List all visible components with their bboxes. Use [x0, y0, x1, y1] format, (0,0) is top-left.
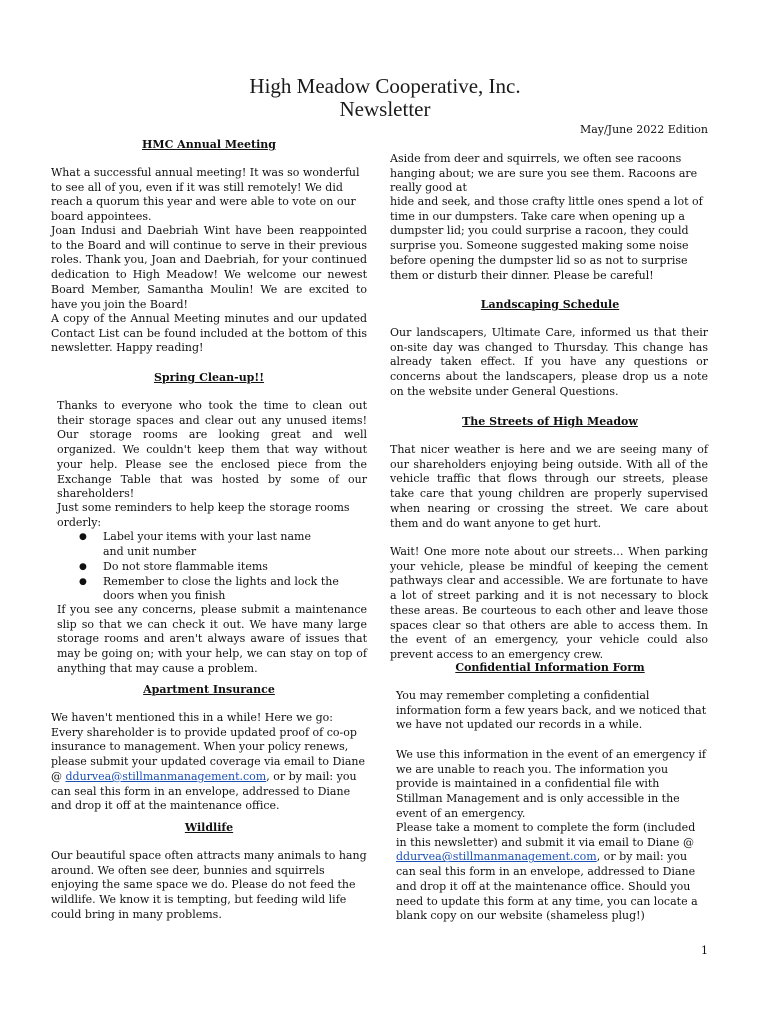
confidential-p1: You may remember completing a confidential information form a few years back, and we noticed that we have not updated our records in a while. [396, 689, 707, 732]
edition-label: May/June 2022 Edition [579, 123, 708, 136]
spring-cleanup-p2: If you see any concerns, please submit a maintenance slip so that we can check it out. We have many large storage rooms and aren't always aware of issues that may be going on; with your help, we can stay on top of anything that may cause a problem. [57, 603, 367, 675]
spring-cleanup-reminders [57, 501, 367, 604]
list-item: ● Remember to close the lights and lock the doors when you finish [57, 575, 353, 604]
page-number: 1 [701, 944, 708, 957]
annual-meeting-p3: A copy of the Annual Meeting minutes and our updated Contact List can be found included at the bottom of this newsletter. Happy reading! [51, 312, 367, 355]
annual-meeting-p1: What a successful annual meeting! It was so wonderful to see all of you, even if it was still remotely! We did reach a quorum this year and were able to vote on our board appointees. [51, 166, 360, 224]
wildlife-p1: Our beautiful space often attracts many animals to hang around. We often see deer, bunnies and squirrels enjoying the same space we do. Please do not feed the wildlife. We know it is tempting, but feeding wild life could bring in many problems. [51, 849, 367, 921]
insurance-p1: We haven't mentioned this in a while! Here we go: Every shareholder is to provide updated proof of co-op insurance to management. When your policy renews, please submit your updated coverage via email to Diane @ ddurvea@stillmanmanagement.com, or by mail: you can seal this form in an envelope, addressed to Diane and drop it off at the maintenance office. [51, 711, 366, 813]
email-link[interactable]: ddurvea@stillmanmanagement.com [65, 769, 267, 783]
spring-cleanup-p1: Thanks to everyone who took the time to clean out their storage spaces and clear out any unused items! Our storage rooms are looking great and well organized. We couldn't keep them that way without your help. Please see the enclosed piece from the Exchange Table that was hosted by some of our shareholders! [57, 399, 367, 501]
heading-apartment-insurance: Apartment Insurance [143, 683, 275, 696]
confidential-p2: We use this information in the event of an emergency if we are unable to reach you. The information you provide is maintained in a confidential file with Stillman Management and is only accessible in the event of an emergency. [396, 748, 706, 820]
newsletter-subtitle: Newsletter [339, 97, 431, 121]
list-item: ● Label your items with your last name and unit number [57, 530, 333, 559]
streets-p1: That nicer weather is here and we are seeing many of our shareholders enjoying being outside. With all of the vehicle traffic that flows through our streets, please take care that young children are properly supervised when nearing or crossing the street. We care about them and do want anyone to get hurt. [390, 443, 708, 530]
heading-landscaping: Landscaping Schedule [480, 298, 620, 311]
annual-meeting-p2: Joan Indusi and Daebriah Wint have been reappointed to the Board and will continue to serve in their previous roles. Thank you, Joan and Daebriah, for your continued dedication to High Meadow! We welcome our newest Board Member, Samantha Moulin! We are excited to have you join the Board! [51, 224, 367, 311]
wildlife-cont-p1: Aside from deer and squirrels, we often see racoons hanging about; we are sure you see them. Racoons are really good at [390, 152, 698, 195]
heading-streets: The Streets of High Meadow [462, 415, 638, 428]
reminders-intro: Just some reminders to help keep the storage rooms orderly: [57, 501, 350, 529]
heading-confidential-form: Confidential Information Form [455, 661, 645, 674]
email-link[interactable]: ddurvea@stillmanmanagement.com [396, 850, 597, 864]
heading-spring-cleanup: Spring Clean-up!! [153, 371, 265, 384]
landscaping-p1: Our landscapers, Ultimate Care, informed us that their on-site day was changed to Thursday. This change has already taken effect. If you have any questions or concerns about the landscapers, please drop us a note on the website under General Questions. [390, 326, 708, 398]
streets-p2: Wait! One more note about our streets… When parking your vehicle, please be mindful of keeping the cement pathways clear and accessible. We are fortunate to have a lot of street parking and it is not necessary to block these areas. Be courteous to each other and leave those spaces clear so that others are able to access them. In the event of an emergency, your vehicle could also prevent access to an emergency crew. [390, 545, 708, 661]
list-item: ● Do not store flammable items [57, 560, 367, 575]
confidential-p3: Please take a moment to complete the form (included in this newsletter) and submit it via email to Diane @ ddurvea@stillmanmanagement.com, or by mail: you can seal this form in an envelope, addressed to Diane and drop it off at the maintenance office. Should you need to update this form at any time, you can locate a blank copy on our website (shameless plug!) [396, 821, 698, 923]
wildlife-cont-p2: hide and seek, and those crafty little ones spend a lot of time in our dumpsters. Take care when opening up a dumpster lid; you could surprise a racoon, they could surprise you. Someone suggested making some noise before opening the dumpster lid so as not to surprise them or disturb their dinner. Please be careful! [390, 195, 703, 282]
heading-annual-meeting: HMC Annual Meeting [142, 138, 276, 151]
heading-wildlife: Wildlife [184, 821, 234, 834]
newsletter-title: High Meadow Cooperative, Inc. [249, 74, 521, 98]
reminders-list [57, 530, 367, 604]
